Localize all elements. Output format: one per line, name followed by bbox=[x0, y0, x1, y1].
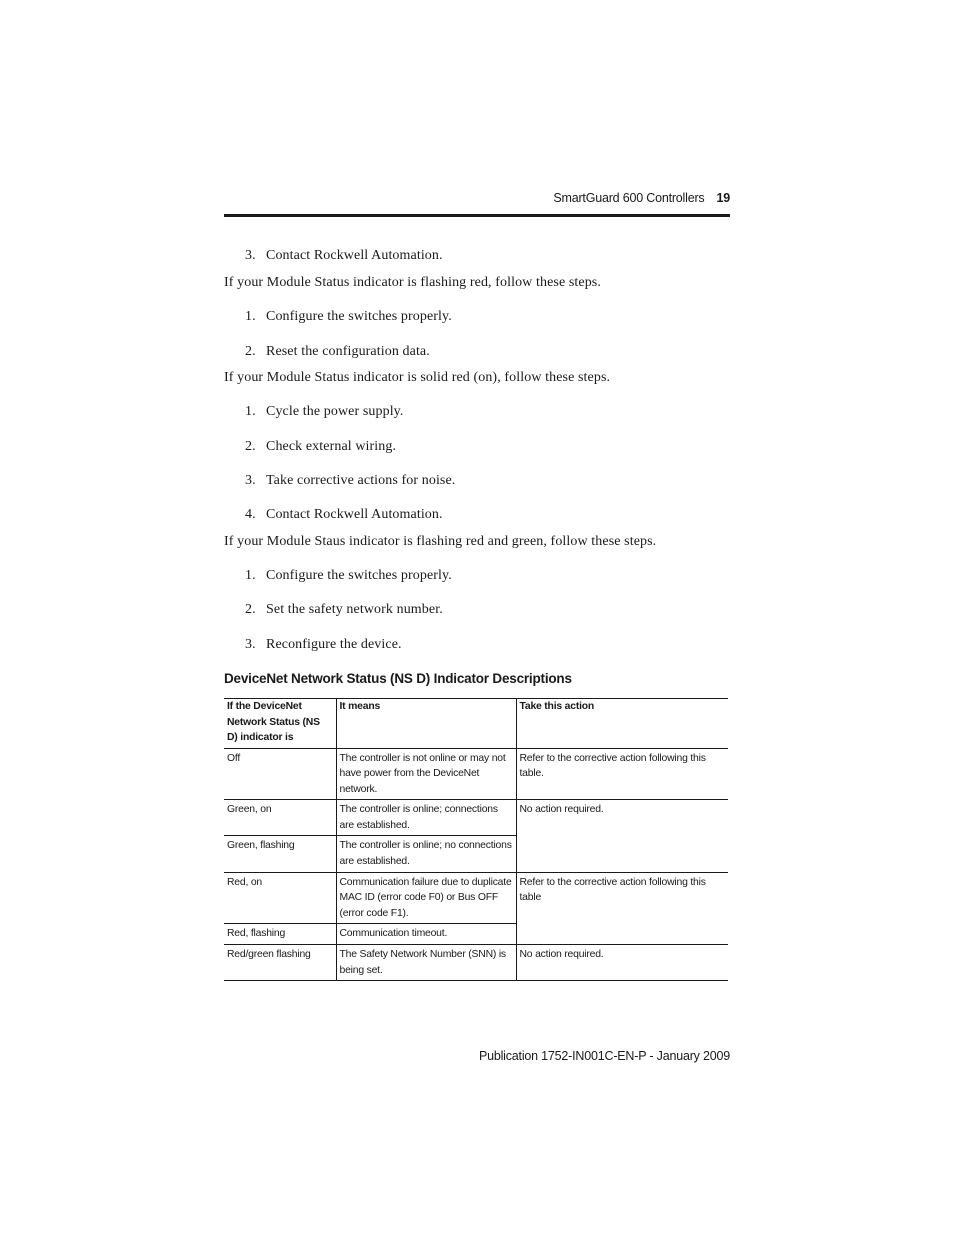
page-number: 19 bbox=[716, 191, 730, 205]
column-header-action: Take this action bbox=[516, 699, 728, 749]
means-cell: The controller is online; connections are established. bbox=[336, 800, 516, 836]
means-cell: The controller is not online or may not have power from the DeviceNet network. bbox=[336, 748, 516, 800]
paragraph-solid-red: If your Module Status indicator is solid red (on), follow these steps. bbox=[224, 370, 611, 385]
section-title: DeviceNet Network Status (NS D) Indicator Descriptions bbox=[224, 671, 572, 686]
action-cell: No action required. bbox=[516, 800, 728, 872]
indicator-cell: Green, flashing bbox=[224, 836, 336, 872]
means-cell: Communication timeout. bbox=[336, 924, 516, 945]
step-item: 2. Reset the configuration data. bbox=[245, 344, 430, 359]
indicator-cell: Red, on bbox=[224, 872, 336, 924]
indicator-table bbox=[224, 698, 728, 981]
paragraph-flashing-red: If your Module Status indicator is flashing red, follow these steps. bbox=[224, 275, 601, 290]
means-cell: The controller is online; no connections are established. bbox=[336, 836, 516, 872]
table-row bbox=[224, 748, 728, 800]
header-rule bbox=[224, 214, 730, 217]
step-item: 3. Take corrective actions for noise. bbox=[245, 473, 456, 488]
step-item: 2. Check external wiring. bbox=[245, 439, 397, 454]
indicator-cell: Red, flashing bbox=[224, 924, 336, 945]
running-header-title: SmartGuard 600 Controllers bbox=[553, 191, 705, 205]
step-item: 3. Reconfigure the device. bbox=[245, 637, 402, 652]
running-header bbox=[224, 191, 730, 211]
step-item: 3. Contact Rockwell Automation. bbox=[245, 248, 443, 263]
table-header-row bbox=[224, 699, 728, 749]
table-row bbox=[224, 945, 728, 981]
action-cell: No action required. bbox=[516, 945, 728, 981]
table-row bbox=[224, 872, 728, 924]
step-item: 2. Set the safety network number. bbox=[245, 602, 443, 617]
means-cell: The Safety Network Number (SNN) is being set. bbox=[336, 945, 516, 981]
column-header-means: It means bbox=[336, 699, 516, 749]
action-cell: Refer to the corrective action following this table. bbox=[516, 748, 728, 800]
publication-footer: Publication 1752-IN001C-EN-P - January 2009 bbox=[478, 1049, 730, 1063]
paragraph-flashing-red-green: If your Module Staus indicator is flashing red and green, follow these steps. bbox=[224, 534, 657, 549]
means-cell: Communication failure due to duplicate MAC ID (error code F0) or Bus OFF (error code F1). bbox=[336, 872, 516, 924]
step-item: 4. Contact Rockwell Automation. bbox=[245, 507, 443, 522]
action-cell: Refer to the corrective action following this table bbox=[516, 872, 728, 944]
indicator-cell: Red/green flashing bbox=[224, 945, 336, 981]
table-row bbox=[224, 800, 728, 836]
indicator-cell: Green, on bbox=[224, 800, 336, 836]
column-header-indicator: If the DeviceNet Network Status (NS D) indicator is bbox=[224, 699, 336, 749]
step-item: 1. Configure the switches properly. bbox=[245, 309, 452, 324]
step-item: 1. Configure the switches properly. bbox=[245, 568, 452, 583]
indicator-cell: Off bbox=[224, 748, 336, 800]
step-item: 1. Cycle the power supply. bbox=[245, 404, 404, 419]
